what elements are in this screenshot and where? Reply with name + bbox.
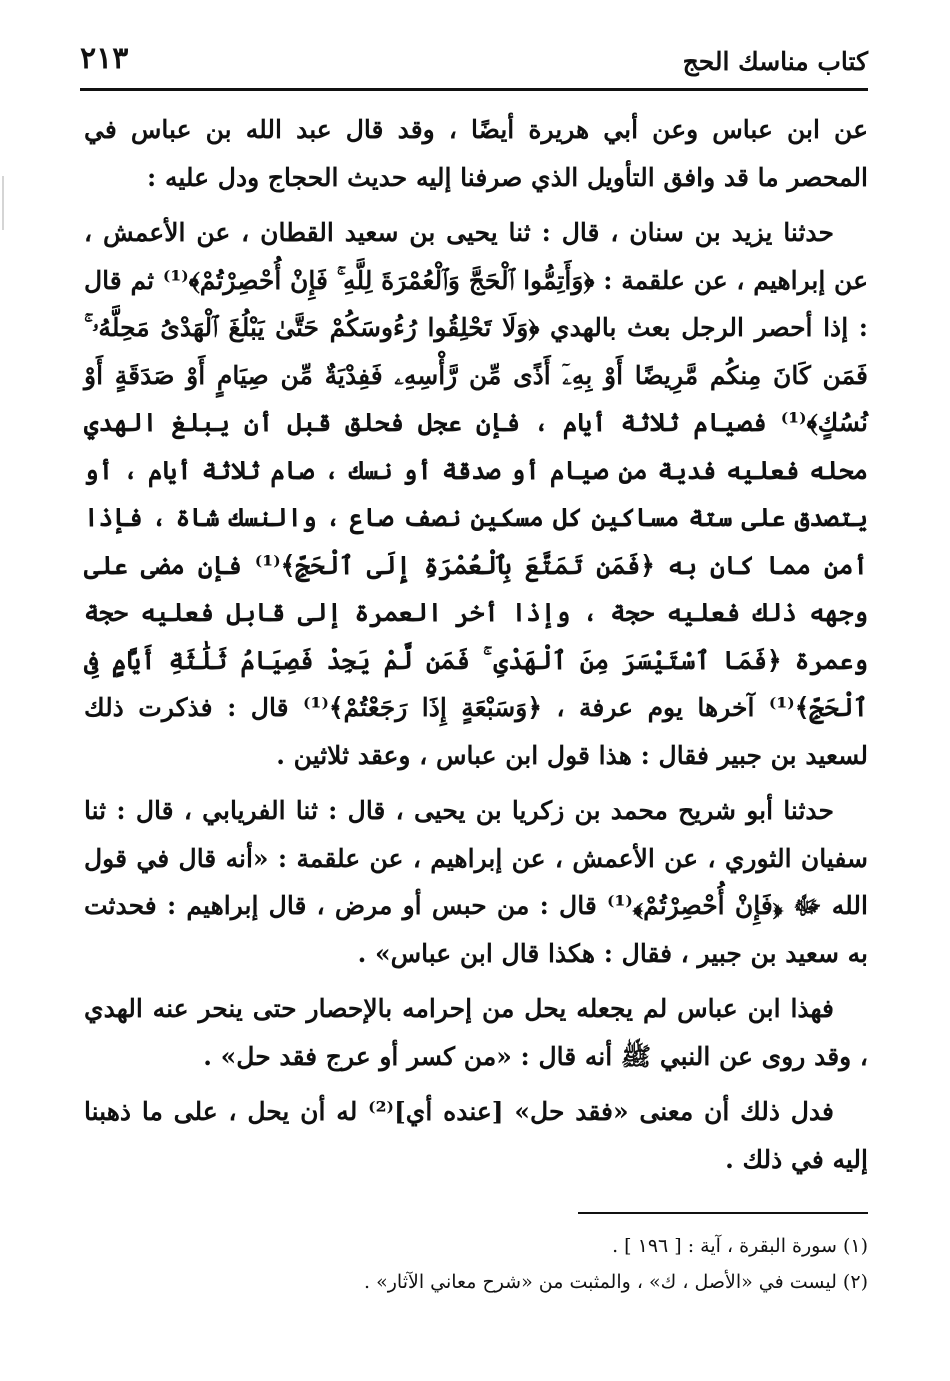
main-text (84, 106, 868, 1191)
running-title: كتاب مناسك الحج (682, 47, 868, 76)
paragraph-hadith-abu-shuraih: حدثنا أبو شريح محمد بن زكريا بن يحيى ، قال : ثنا الفريابي ، قال : ثنا سفيان الثوري ، عن الأعمش ، عن إبراهيم ، عن علقمة : «أنه قال في قول الله ﷻ ﴿فَإِنْ أُحْصِرْتُمْ﴾⁽¹⁾ قال : من حبس أو مرض ، قال إبراهيم : فحدثت به سعيد بن جبير ، فقال : هكذا قال ابن عباس» . (84, 796, 868, 968)
page-header (80, 28, 868, 82)
page-number: ٢١٣ (80, 41, 129, 76)
footnote-separator (578, 1212, 868, 1214)
paragraph-conclusion: فدل ذلك أن معنى «فقد حل» [عنده أي]⁽²⁾ له أن يحل ، على ما ذهبنا إليه في ذلك . (84, 1097, 868, 1174)
header-rule (80, 88, 868, 91)
paragraph-ibn-abbas-ruling: فهذا ابن عباس لم يجعله يحل من إحرامه بالإحصار حتى ينحر عنه الهدي ، وقد روى عن النبي ﷺ أنه قال : «من كسر أو عرج فقد حل» . (84, 994, 868, 1071)
footnotes (84, 1228, 868, 1300)
paragraph-hadith-yazid: حدثنا يزيد بن سنان ، قال : ثنا يحيى بن سعيد القطان ، عن الأعمش ، عن إبراهيم ، عن علقمة : ﴿وَأَتِمُّوا ٱلْحَجَّ وَٱلْعُمْرَةَ لِلَّهِ ۚ فَإِنْ أُحْصِرْتُمْ﴾⁽¹⁾ ثم قال : إذا أحصر الرجل بعث بالهدي ﴿وَلَا تَحْلِقُوا رُءُوسَكُمْ حَتَّىٰ يَبْلُغَ ٱلْهَدْىُ مَحِلَّهُۥ ۚ فَمَن كَانَ مِنكُم مَّرِيضًا أَوْ بِهِۦٓ أَذًى مِّن رَّأْسِهِۦ فَفِدْيَةٌ مِّن صِيَامٍ أَوْ صَدَقَةٍ أَوْ نُسُكٍ﴾⁽¹⁾ فصيام ثلاثة أيام ، فإن عجل فحلق قبل أن يبلغ الهدي محله فعليه فدية من صيام أو صدقة أو نسك ، صام ثلاثة أيام ، أو يتصدق على ستة مساكين كل مسكين نصف صاع ، والنسك شاة ، فإذا أمن مما كان به ﴿فَمَن تَمَتَّعَ بِٱلْعُمْرَةِ إِلَى ٱلْحَجِّ﴾⁽¹⁾ فإن مضى على وجهه ذلك فعليه حجة ، وإذا أخر العمرة إلى قابل فعليه حجة وعمرة ﴿فَمَا ٱسْتَيْسَرَ مِنَ ٱلْهَدْىِ ۚ فَمَن لَّمْ يَجِدْ فَصِيَامُ ثَلَٰثَةِ أَيَّامٍ فِى ٱلْحَجِّ﴾⁽¹⁾ آخرها يوم عرفة ، ﴿وَسَبْعَةٍ إِذَا رَجَعْتُمْ﴾⁽¹⁾ قال : فذكرت ذلك لسعيد بن جبير فقال : هذا قول ابن عباس ، وعقد ثلاثين . (84, 218, 868, 770)
footnote-2: (٢) ليست في «الأصل ، ك» ، والمثبت من «شرح معاني الآثار» . (364, 1271, 868, 1293)
scan-margin-mark (2, 176, 4, 230)
footnote-1: (١) سورة البقرة ، آية : [ ١٩٦ ] . (612, 1235, 868, 1257)
paragraph-intro: عن ابن عباس وعن أبي هريرة أيضًا ، وقد قال عبد الله بن عباس في المحصر ما قد وافق التأويل الذي صرفنا إليه حديث الحجاج ودل عليه : (84, 115, 868, 192)
